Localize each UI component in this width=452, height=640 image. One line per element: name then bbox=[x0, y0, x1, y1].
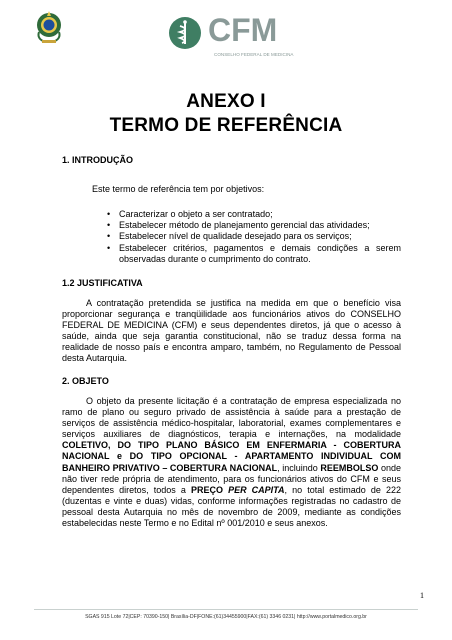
bullet-icon: • bbox=[107, 242, 111, 253]
document-title-line2: TERMO DE REFERÊNCIA bbox=[109, 115, 343, 136]
bullet-icon: • bbox=[107, 209, 111, 219]
justificativa-paragraph: A contratação pretendida se justifica na medida em que o benefício visa proporcionar segurança e tranqüilidade aos funcionários ativos do CONSELHO FEDERAL DE MEDICINA (CFM) e seus dependentes diretos, já que o acesso à saúde, ainda que seja garantia constitucional, não se traduz dessa forma na realidade de nosso país e encontra amparo, também, no Regulamento de Pessoal desta Autarquia. bbox=[62, 298, 401, 364]
list-item: • Estabelecer método de planejamento gerencial das atividades; bbox=[107, 220, 370, 231]
footer-divider bbox=[34, 609, 418, 610]
bullet-icon: • bbox=[107, 220, 111, 231]
list-item: • Estabelecer nível de qualidade desejado para os serviços; bbox=[107, 231, 352, 242]
coat-of-arms-icon bbox=[34, 10, 64, 46]
section-heading-intro: 1. INTRODUÇÃO bbox=[62, 155, 134, 165]
section-heading-objeto: 2. OBJETO bbox=[62, 376, 109, 386]
list-item: • Estabelecer critérios, pagamentos e demais condições a serem observadas durante o cumprimento do contrato. bbox=[107, 242, 401, 264]
objeto-paragraph: O objeto da presente licitação é a contratação de empresa especializada no ramo de plano ou seguro privado de assistência à saúde para a prestação de serviços de assistência médico-hospitalar, laboratorial, exames complementares e serviços auxiliares de diagnósticos, terapia e internações, na modalidade COLETIVO, DO TIPO PLANO BÁSICO EM ENFERMARIA - COBERTURA NACIONAL e DO TIPO OPCIONAL - APARTAMENTO INDIVIDUAL COM BANHEIRO PRIVATIVO – COBERTURA NACIONAL, incluindo REEMBOLSO onde não tiver rede própria de atendimento, para os funcionários ativos do CFM e seus dependentes diretos, todos a PREÇO PER CAPITA, no total estimado de 222 (duzentas e vinte e duas) vidas, conforme informações registradas no cadastro de pessoal desta Autarquia no mês de novembro de 2009, mediante as condições estabelecidas neste Termo e no Edital nº 001/2010 e seus anexos. bbox=[62, 396, 402, 529]
document-title-line1: ANEXO I bbox=[186, 91, 266, 112]
caduceus-icon bbox=[168, 16, 202, 50]
list-item: • Caracterizar o objeto a ser contratado; bbox=[107, 209, 273, 219]
objectives-list bbox=[107, 209, 401, 265]
footer-address: SGAS 915 Lote 72|CEP: 70390-150| Brasília-DF|FONE:(61)34455900|FAX:(61) 3346 0231| http://www.portalmedico.org.br bbox=[85, 614, 367, 620]
logo-text: CFM bbox=[208, 12, 278, 48]
intro-lead-text: Este termo de referência tem por objetivos: bbox=[92, 184, 265, 194]
logo-subtitle: CONSELHO FEDERAL DE MEDICINA bbox=[214, 52, 294, 57]
cfm-logo bbox=[168, 12, 292, 56]
bullet-icon: • bbox=[107, 231, 111, 242]
page-number: 1 bbox=[420, 591, 424, 600]
section-heading-justificativa: 1.2 JUSTIFICATIVA bbox=[62, 278, 143, 288]
